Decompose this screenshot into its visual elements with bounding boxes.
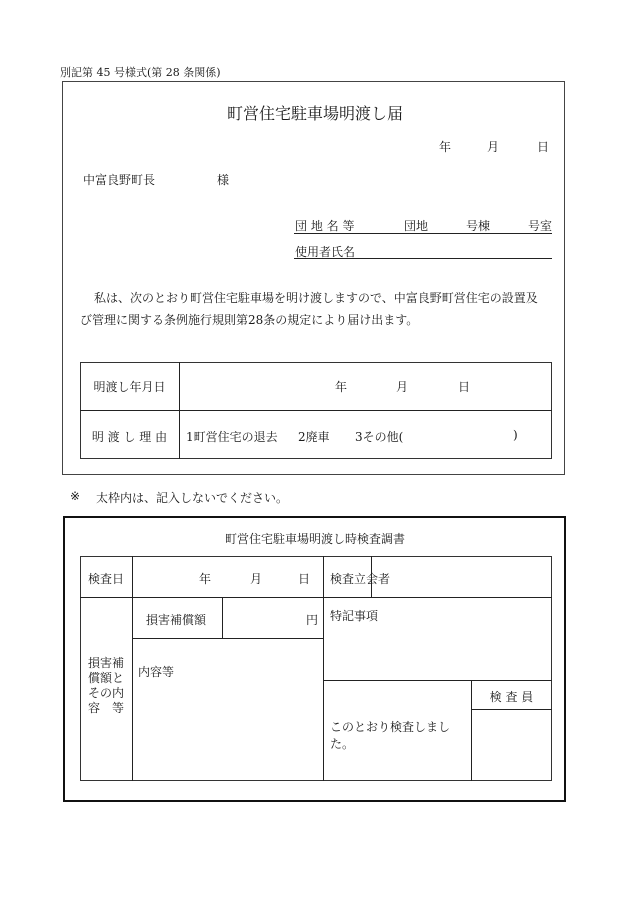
notice-date-year: 年 (439, 140, 452, 154)
notice-date-day: 日 (537, 140, 550, 154)
yen-unit: 円 (306, 613, 319, 627)
notice-table-col-divider (179, 362, 180, 459)
damage-label-line-2: 償額と (88, 671, 125, 685)
damage-label-line-1: 損害補 (88, 656, 125, 670)
inspection-date-label: 検査日 (88, 572, 125, 586)
compensation-col-divider (222, 597, 223, 638)
inspection-statement-line-2: た。 (330, 737, 355, 751)
reason-option-3: 3その他( (355, 430, 404, 444)
notice-date-month: 月 (487, 140, 500, 154)
addressee-honorific: 様 (217, 173, 230, 187)
damage-label-line-3: その内 (88, 686, 125, 700)
attendee-label: 検査立会者 (330, 572, 391, 586)
damage-label (88, 656, 124, 716)
note-mark: ※ (70, 489, 81, 503)
inspector-row-divider (471, 709, 552, 710)
reason-close-paren: ) (513, 428, 518, 442)
body-text-line-1: 私は、次のとおり町営住宅駐車場を明け渡しますので、中富良野町営住宅の設置及 (94, 291, 538, 305)
note-text: 太枠内は、記入しないでください。 (96, 491, 289, 505)
inspection-statement-line-1: このとおり検査しまし (330, 720, 451, 734)
inspection-title: 町営住宅駐車場明渡し時検査調書 (224, 532, 405, 546)
contents-label: 内容等 (138, 665, 175, 679)
complex-underline (294, 233, 552, 234)
inspector-label: 検 査 員 (489, 690, 534, 704)
inspection-year: 年 (199, 572, 212, 586)
vacate-date-label: 明渡し年月日 (93, 380, 166, 394)
notes-row-divider (323, 680, 552, 681)
notice-title: 町営住宅駐車場明渡し届 (226, 104, 403, 123)
compensation-row-divider (132, 638, 323, 639)
user-name-underline (294, 258, 552, 259)
notice-table-row-divider (80, 410, 552, 411)
inspection-col-divider-left (132, 556, 133, 781)
addressee-name: 中富良野町長 (83, 173, 156, 187)
room-unit: 号室 (528, 219, 553, 233)
form-number: 別記第 45 号様式(第 28 条関係) (60, 66, 221, 79)
inspection-day: 日 (298, 572, 311, 586)
damage-label-line-4: 容 等 (88, 701, 125, 715)
vacate-month: 月 (396, 380, 409, 394)
reason-option-1: 1町営住宅の退去 (186, 430, 278, 444)
vacate-day: 日 (458, 380, 471, 394)
inspection-statement (330, 719, 450, 753)
inspection-col-divider-mid (323, 556, 324, 781)
vacate-reason-label: 明 渡 し 理 由 (91, 430, 168, 444)
reason-option-2: 2廃車 (298, 430, 330, 444)
inspection-row-divider-1 (80, 597, 552, 598)
user-name-label: 使用者氏名 (295, 245, 356, 259)
complex-unit: 団地 (404, 219, 429, 233)
building-unit: 号棟 (466, 219, 491, 233)
compensation-label: 損害補償額 (146, 613, 207, 627)
vacate-year: 年 (335, 380, 348, 394)
complex-label: 団 地 名 等 (295, 219, 355, 233)
inspection-month: 月 (250, 572, 263, 586)
body-text-line-2: び管理に関する条例施行規則第28条の規定により届け出ます。 (80, 313, 419, 327)
special-notes-label: 特記事項 (330, 609, 379, 623)
